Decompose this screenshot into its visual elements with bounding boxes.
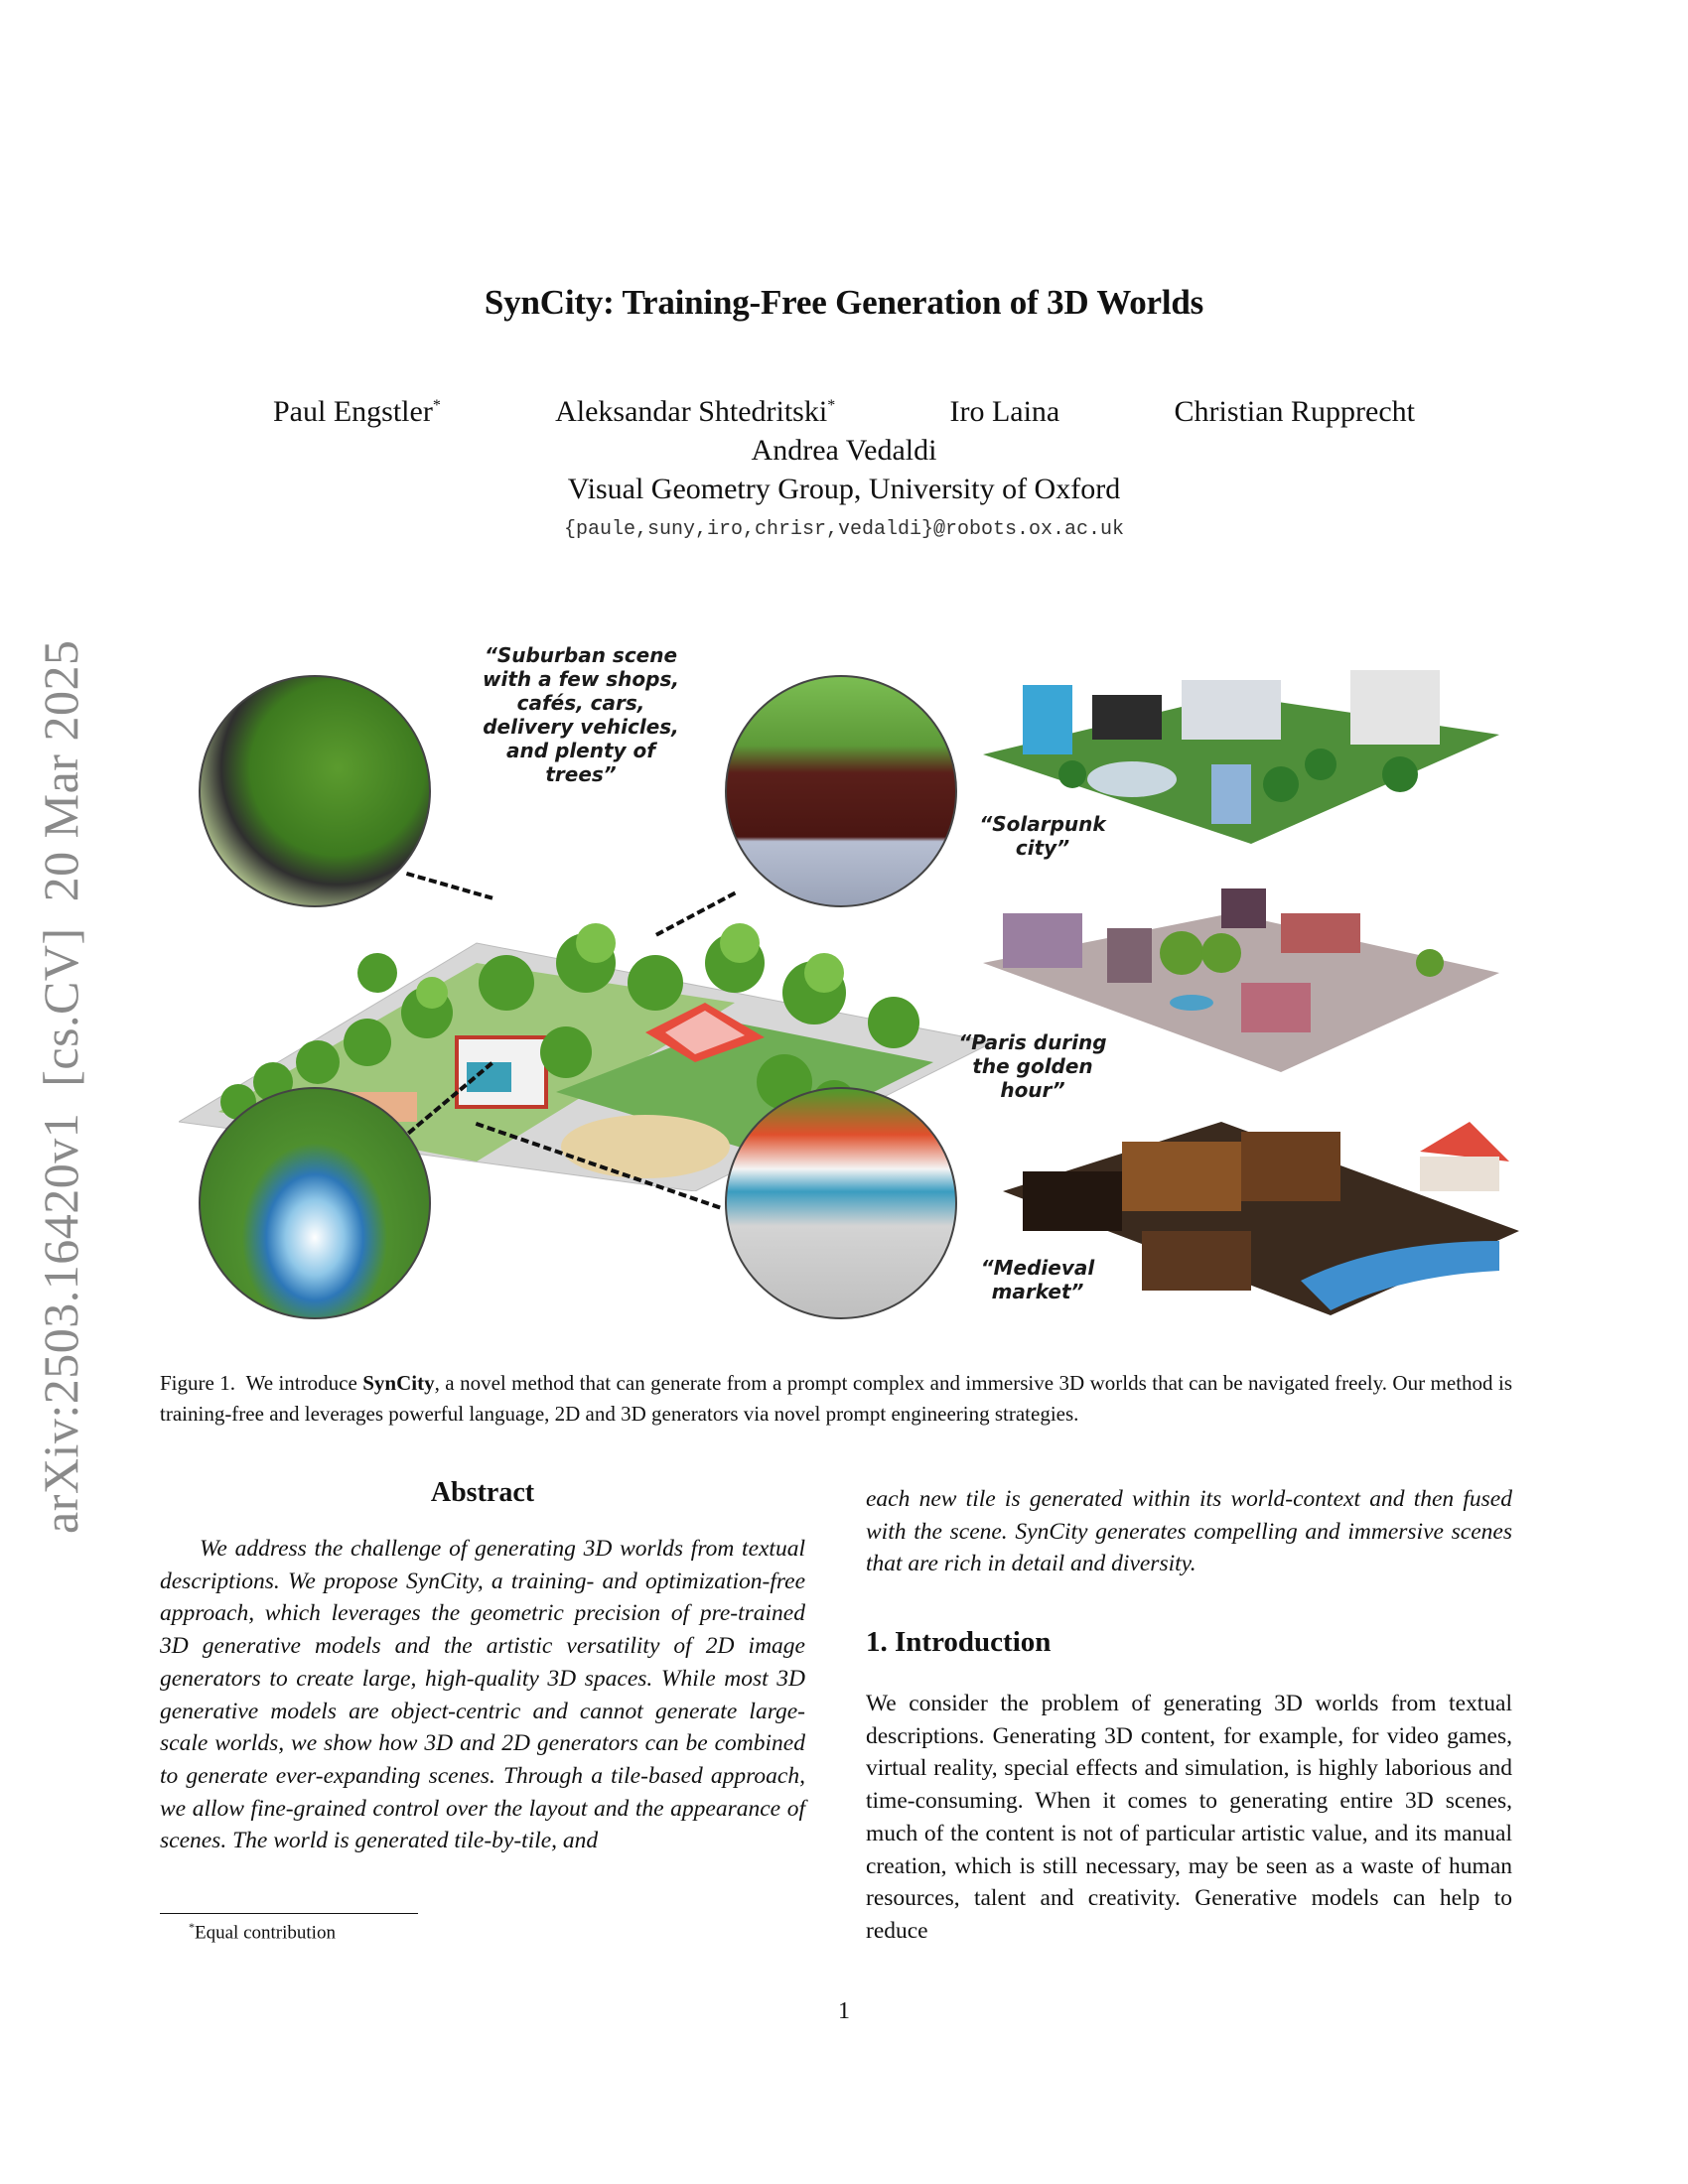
prompt-suburban: “Suburban scene with a few shops, cafés, cars, delivery vehicles, and plenty of trees” — [483, 643, 679, 786]
method-name: SynCity — [362, 1371, 435, 1395]
author-name: Andrea Vedaldi — [751, 434, 937, 467]
author-name: Iro Laina — [949, 395, 1060, 428]
author-list — [273, 395, 1415, 429]
introduction-text: We consider the problem of generating 3D worlds from textual descriptions. Generating 3D content, for example, for video games, virtual reality, special effects and simulation, is highly laborious and time-consuming. When it comes to generating entire 3D scenes, much of the content is not of particular artistic value, and its manual creation, which is still necessary, may be seen as a waste of human resources, talent and creativity. Generative models can help to reduce — [866, 1691, 1512, 1944]
zoom-circle-garden — [199, 675, 431, 907]
abstract-text: We address the challenge of generating 3D worlds from textual descriptions. We propose SynCity, a training- and optimization-free approach, which leverages the geometric precision of pre-trained 3D generative models and the artistic versatility of 2D image generators to create large, high-quality 3D spaces. While most 3D generative models are object-centric and cannot generate large-scale worlds, we show how 3D and 2D generators can be combined to generate ever-expanding scenes. Through a tile-based approach, we allow fine-grained control over the layout and the appearance of scenes. The world is generated tile-by-tile, and — [160, 1536, 805, 1854]
abstract-text-continued: each new tile is generated within its world-context and then fused with the scene. SynCity generates compelling and immersive scenes that are rich in detail and diversity. — [866, 1486, 1512, 1577]
figure-1 — [179, 635, 1519, 1330]
author-name: Christian Rupprecht — [1174, 395, 1415, 428]
footnote: *Equal contribution — [189, 1920, 336, 1944]
zoom-circle-cafe — [725, 675, 957, 907]
author-name: Aleksandar Shtedritski* — [555, 395, 836, 428]
footnote-divider — [160, 1913, 418, 1914]
figure-caption: Figure 1. We introduce SynCity, a novel method that can generate from a prompt complex and immersive 3D worlds that can be navigated freely. Our method is training-free and leverages powerful language, 2D and 3D generators via novel prompt engineering strategies. — [160, 1371, 1512, 1426]
paper-title: SynCity: Training-Free Generation of 3D Worlds — [484, 283, 1204, 322]
affiliation: Visual Geometry Group, University of Oxford — [567, 473, 1121, 505]
section-heading-introduction: 1. Introduction — [866, 1626, 1052, 1658]
prompt-solarpunk: “Solarpunk city” — [979, 812, 1106, 860]
author-emails: {paule,suny,iro,chrisr,vedaldi}@robots.ox.ac.uk — [563, 518, 1125, 541]
arxiv-stamp: arXiv:2503.16420v1 [cs.CV] 20 Mar 2025 — [33, 639, 88, 1534]
caption-label: Figure 1. — [160, 1371, 236, 1395]
page-number: 1 — [838, 1998, 850, 2024]
author-name: Paul Engstler* — [273, 395, 441, 428]
zoom-circle-fountain — [199, 1087, 431, 1319]
abstract-heading: Abstract — [430, 1477, 535, 1508]
prompt-medieval: “Medieval market” — [980, 1256, 1095, 1303]
zoom-circle-shop — [725, 1087, 957, 1319]
prompt-paris: “Paris during the golden hour” — [958, 1030, 1107, 1102]
